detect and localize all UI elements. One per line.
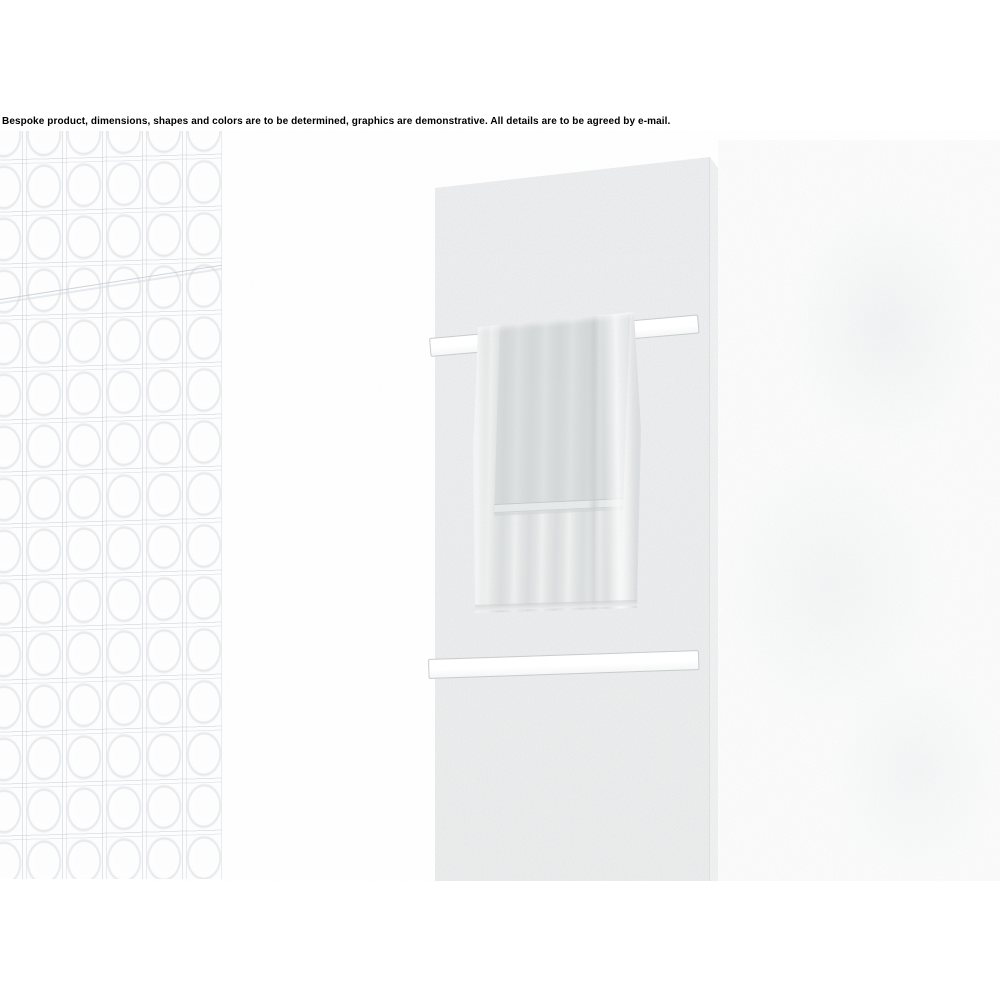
disclaimer-text: Bespoke product, dimensions, shapes and colors are to be determined, graphics are demonstrative. All details are to be agreed by e-mail. bbox=[2, 116, 671, 127]
towel-highlight-crease bbox=[602, 310, 636, 610]
background-right-mottle bbox=[718, 140, 1000, 881]
radiator-panel-side-face bbox=[709, 155, 719, 881]
towel-shadow-crease bbox=[588, 310, 600, 610]
glass-block-pattern bbox=[0, 131, 222, 879]
glass-block-wall bbox=[0, 131, 222, 879]
towel bbox=[472, 310, 644, 615]
wall-right-edge bbox=[221, 131, 222, 879]
noise-texture bbox=[718, 140, 1000, 881]
